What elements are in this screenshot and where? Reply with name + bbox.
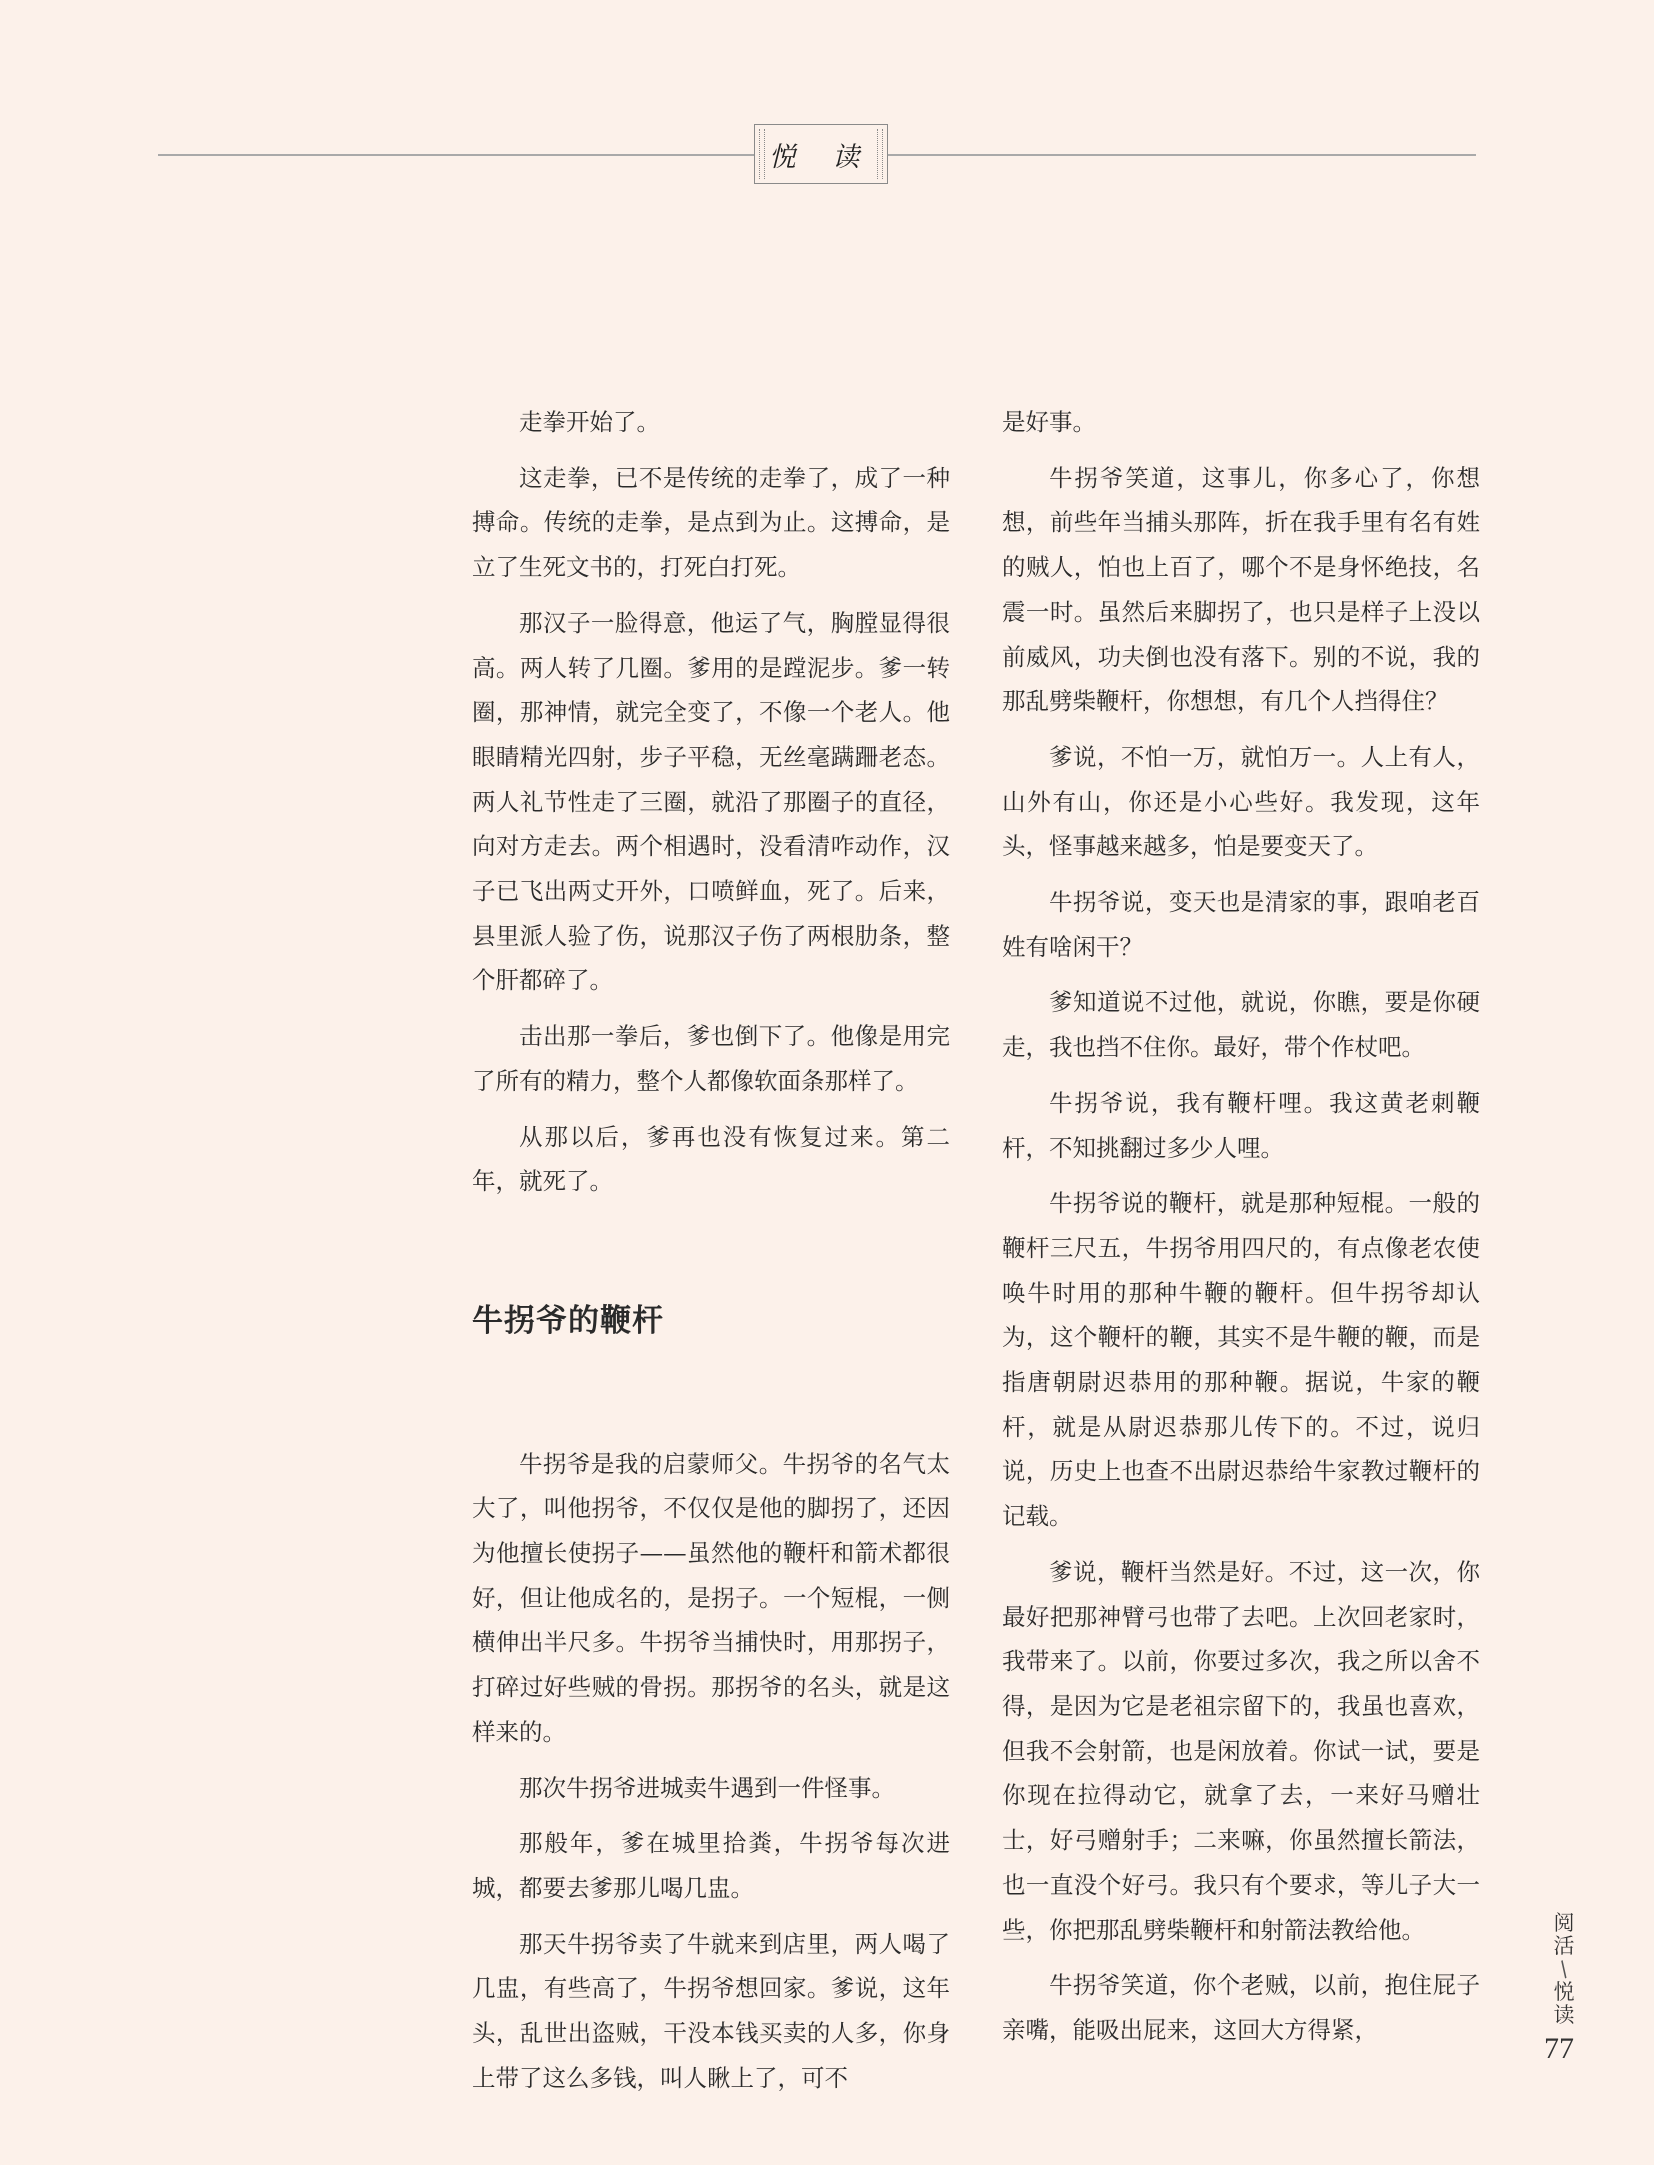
right-column: [1002, 400, 1480, 2064]
section-tag-top: 阅活: [1553, 1911, 1575, 1959]
paragraph: 从那以后，爹再也没有恢复过来。第二年，就死了。: [472, 1122, 950, 1196]
section-header-badge: 悦 读: [754, 124, 888, 184]
section-title: 牛拐爷的鞭杆: [472, 1302, 664, 1339]
paragraph: 牛拐爷是我的启蒙师父。牛拐爷的名气太大了，叫他拐爷，不仅仅是他的脚拐了，还因为他擅长使拐子——虽然他的鞭杆和箭术都很好，但让他成名的，是拐子。一个短棍，一侧横伸出半尺多。牛拐爷当捕快时，用那拐子，打碎过好些贼的骨拐。那拐爷的名头，就是这样来的。: [472, 1449, 950, 1746]
paragraph-continuation: 是好事。: [1002, 408, 1096, 436]
paragraph: 那天牛拐爷卖了牛就来到店里，两人喝了几盅，有些高了，牛拐爷想回家。爹说，这年头，乱世出盗贼，干没本钱买卖的人多，你身上带了这么多钱，叫人瞅上了，可不: [472, 1929, 950, 2092]
paragraph: 爹说，不怕一万，就怕万一。人上有人，山外有山，你还是小心些好。我发现，这年头，怪事越来越多，怕是要变天了。: [1002, 742, 1480, 861]
paragraph: 爹说，鞭杆当然是好。不过，这一次，你最好把那神臂弓也带了去吧。上次回老家时，我带来了。以前，你要过多次，我之所以舍不得，是因为它是老祖宗留下的，我虽也喜欢，但我不会射箭，也是闲放着。你试一试，要是你现在拉得动它，就拿了去，一来好马赠壮士，好弓赠射手；二来嘛，你虽然擅长箭法，也一直没个好弓。我只有个要求，等儿子大一些，你把那乱劈柴鞭杆和射箭法教给他。: [1002, 1557, 1480, 1944]
paragraph: 走拳开始了。: [519, 408, 660, 436]
paragraph: 牛拐爷说，我有鞭杆哩。我这黄老刺鞭杆，不知挑翻过多少人哩。: [1002, 1088, 1480, 1162]
paragraph: 那汉子一脸得意，他运了气，胸膛显得很高。两人转了几圈。爹用的是蹚泥步。爹一转圈，那神情，就完全变了，不像一个老人。他眼睛精光四射，步子平稳，无丝毫蹒跚老态。两人礼节性走了三圈，就沿了那圈子的直径，向对方走去。两个相遇时，没看清咋动作，汉子已飞出两丈开外，口喷鲜血，死了。后来，县里派人验了伤，说那汉子伤了两根肋条，整个肝都碎了。: [472, 608, 950, 995]
paragraph: 这走拳，已不是传统的走拳了，成了一种搏命。传统的走拳，是点到为止。这搏命，是立了生死文书的，打死白打死。: [472, 463, 950, 582]
paragraph: 那般年，爹在城里拾粪，牛拐爷每次进城，都要去爹那儿喝几盅。: [472, 1829, 950, 1902]
paragraph: 击出那一拳后，爹也倒下了。他像是用完了所有的精力，整个人都像软面条那样了。: [472, 1022, 950, 1095]
paragraph: 牛拐爷笑道，这事儿，你多心了，你想想，前些年当捕头那阵，折在我手里有名有姓的贼人，怕也上百了，哪个不是身怀绝技，名震一时。虽然后来脚拐了，也只是样子上没以前威风，功夫倒也没有落下。别的不说，我的那乱劈柴鞭杆，你想想，有几个人挡得住？: [1002, 463, 1480, 716]
magazine-section-tag: [1544, 1912, 1584, 2027]
paragraph: 牛拐爷说的鞭杆，就是那种短棍。一般的鞭杆三尺五，牛拐爷用四尺的，有点像老农使唤牛时用的那种牛鞭的鞭杆。但牛拐爷却认为，这个鞭杆的鞭，其实不是牛鞭的鞭，而是指唐朝尉迟恭用的那种鞭。据说，牛家的鞭杆，就是从尉迟恭那儿传下的。不过，说归说，历史上也查不出尉迟恭给牛家教过鞭杆的记载。: [1002, 1189, 1480, 1531]
paragraph: 牛拐爷说，变天也是清家的事，跟咱老百姓有啥闲干？: [1002, 888, 1480, 961]
section-tag-bottom: 悦读: [1553, 1980, 1575, 2028]
paragraph: 爹知道说不过他，就说，你瞧，要是你硬走，我也挡不住你。最好，带个作杖吧。: [1002, 988, 1480, 1062]
paragraph: 那次牛拐爷进城卖牛遇到一件怪事。: [519, 1773, 895, 1802]
left-column: [472, 400, 950, 2112]
slash-divider: /: [1554, 1957, 1573, 1982]
page-number: 77: [1544, 2032, 1574, 2065]
paragraph: 牛拐爷笑道，你个老贼，以前，抱住屁子亲嘴，能吸出屁来，这回大方得紧，: [1002, 1971, 1480, 2044]
